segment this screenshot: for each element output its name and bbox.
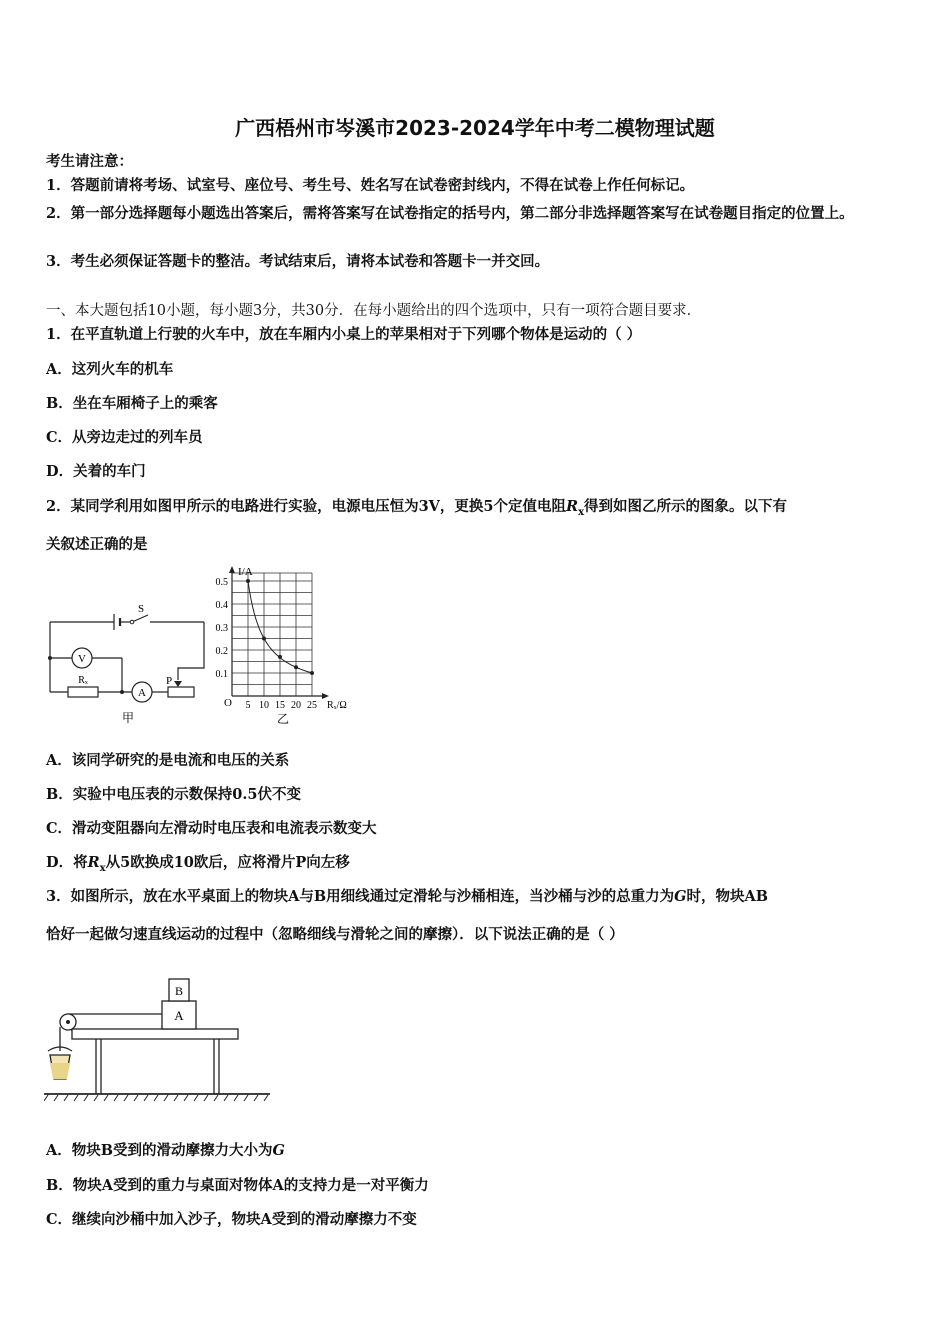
- y-tick-label: 0.1: [215, 669, 228, 680]
- x-tick-label: 20: [291, 700, 301, 711]
- notice-item-2: 2．第一部分选择题每小题选出答案后，需将答案写在试卷指定的括号内，第二部分非选择题答案写在试卷题目指定的位置上。: [46, 205, 854, 222]
- data-point: [310, 671, 314, 675]
- y-tick-label: 0.4: [215, 600, 228, 611]
- q3-opta-text: A．物块B受到的滑动摩擦力大小为: [46, 1142, 273, 1159]
- q1-option-d: D．关着的车门: [46, 463, 146, 480]
- q2-optd-rx-sub: x: [99, 862, 106, 874]
- q2-stem-rx-sub: x: [578, 506, 585, 518]
- y-tick-label: 0.3: [215, 623, 228, 634]
- q3-opta-g: G: [272, 1142, 285, 1159]
- q2-stem-line1: [46, 497, 787, 523]
- q1-option-b: B．坐在车厢椅子上的乘客: [46, 395, 218, 412]
- graph-caption: 乙: [276, 712, 290, 726]
- notice-item-3: 3．考生必须保证答题卡的整洁。考试结束后，请将本试卷和答题卡一并交回。: [46, 253, 550, 270]
- x-tick-label: 25: [307, 700, 317, 711]
- data-point: [246, 579, 250, 583]
- data-point: [294, 665, 298, 669]
- slider-arrow-icon: [174, 681, 182, 687]
- q2-optd-rx: R: [87, 854, 100, 871]
- x-tick-label: 15: [275, 700, 285, 711]
- data-point: [278, 655, 282, 659]
- q3-option-c: C．继续向沙桶中加入沙子，物块A受到的滑动摩擦力不变: [46, 1211, 417, 1228]
- q1-stem: 1．在平直轨道上行驶的火车中，放在车厢内小桌上的苹果相对于下列哪个物体是运动的（ ）: [46, 326, 642, 343]
- q2-stem-part2: 得到如图乙所示的图象。以下有: [584, 498, 788, 515]
- y-axis-arrow-icon: [229, 566, 235, 573]
- q3-stem-line2: 恰好一起做匀速直线运动的过程中（忽略细线与滑轮之间的摩擦）．以下说法正确的是（ ）: [46, 926, 624, 943]
- notice-item-1: 1．答题前请将考场、试室号、座位号、考生号、姓名写在试卷密封线内，不得在试卷上作任何标记。: [46, 177, 695, 194]
- ammeter-label: A: [138, 687, 146, 699]
- y-axis-label: I/A: [238, 566, 253, 578]
- q3-stem-part2: 时，物块AB: [686, 888, 768, 905]
- x-tick-label: 10: [259, 700, 269, 711]
- y-tick-label: 0.5: [215, 577, 228, 588]
- q3-option-b: B．物块A受到的重力与桌面对物体A的支持力是一对平衡力: [46, 1177, 429, 1194]
- data-point: [262, 637, 266, 641]
- pulley-figure: [44, 975, 274, 1110]
- block-b-label: B: [174, 984, 184, 998]
- section-heading: 一、本大题包括10小题，每小题3分，共30分．在每小题给出的四个选项中，只有一项符合题目要求．: [46, 303, 702, 319]
- q1-option-c: C．从旁边走过的列车员: [46, 429, 203, 446]
- q2-option-b: B．实验中电压表的示数保持0.5伏不变: [46, 786, 301, 803]
- q2-stem-line2: 关叙述正确的是: [46, 536, 148, 553]
- slider-label: P: [166, 675, 173, 687]
- resistor-label: Rₓ: [78, 675, 88, 686]
- q3-stem-g: G: [674, 888, 687, 905]
- y-tick-label: 0.2: [215, 646, 228, 657]
- origin-label: O: [224, 697, 232, 709]
- q3-option-a: [46, 1141, 285, 1161]
- q2-option-d: [46, 853, 350, 879]
- q3-stem-line1: [46, 887, 768, 907]
- x-axis-label: Rₓ/Ω: [327, 700, 347, 711]
- q2-option-c: C．滑动变阻器向左滑动时电压表和电流表示数变大: [46, 820, 377, 837]
- circuit-diagram: [40, 598, 215, 728]
- block-a-label: A: [174, 1008, 184, 1023]
- circuit-caption: 甲: [121, 711, 135, 725]
- q2-optd-part1: D．将: [46, 854, 88, 871]
- x-tick-label: 5: [245, 700, 251, 711]
- notice-heading: 考生请注意：: [46, 153, 133, 170]
- switch-label: S: [138, 603, 145, 615]
- voltmeter-label: V: [78, 653, 86, 665]
- iv-graph: [205, 560, 370, 730]
- q2-stem-part1: 2．某同学利用如图甲所示的电路进行实验，电源电压恒为3V，更换5个定值电阻: [46, 498, 567, 515]
- q2-option-a: A．该同学研究的是电流和电压的关系: [46, 752, 290, 769]
- q1-option-a: A．这列火车的机车: [46, 361, 174, 378]
- q2-optd-part2: 从5欧换成10欧后，应将滑片P向左移: [105, 854, 350, 871]
- page-title: 广西梧州市岑溪市2023-2024学年中考二模物理试题: [235, 116, 715, 140]
- q3-stem-part1: 3．如图所示，放在水平桌面上的物块A与B用细线通过定滑轮与沙桶相连，当沙桶与沙的总重力为: [46, 888, 675, 905]
- x-axis-arrow-icon: [322, 693, 329, 699]
- q2-stem-rx: R: [566, 498, 579, 515]
